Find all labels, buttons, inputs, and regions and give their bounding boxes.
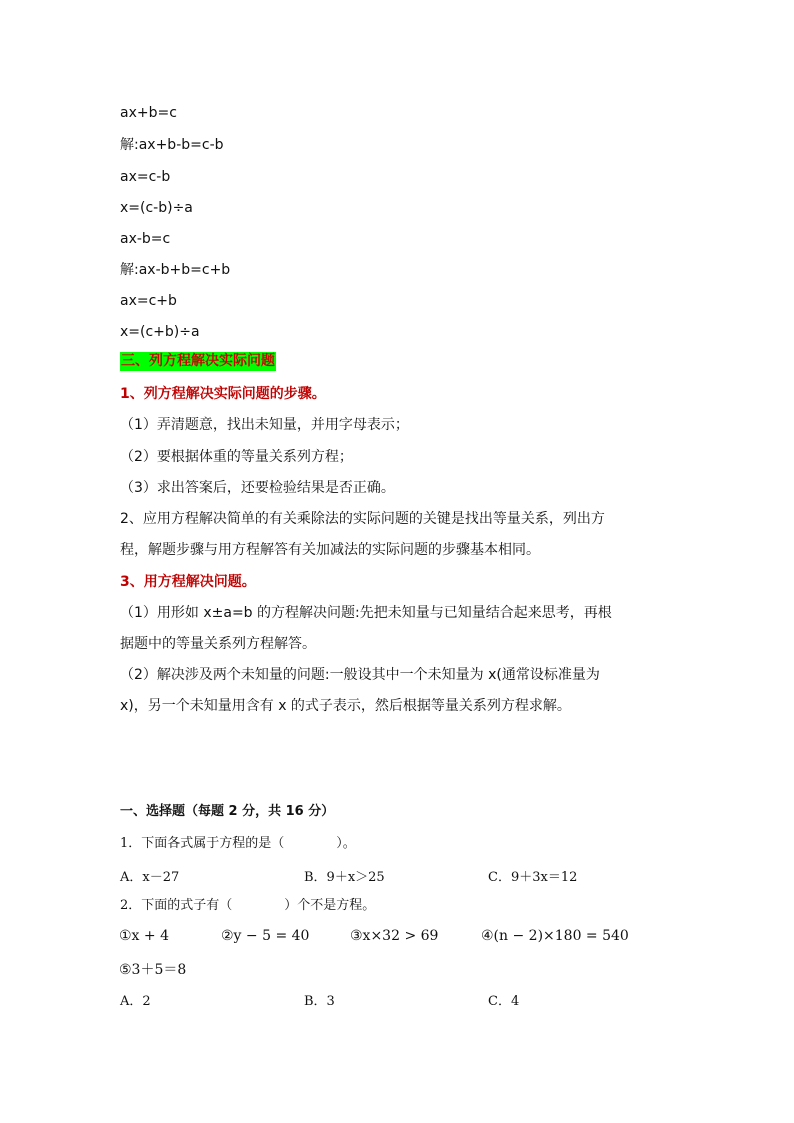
step-3: （3）求出答案后，还要检验结果是否正确。	[120, 480, 395, 496]
question-1: 1．下面各式属于方程的是（ ）。	[120, 836, 356, 851]
question-2: 2．下面的式子有（ ）个不是方程。	[120, 898, 376, 913]
paragraph-3-1-line-1: （1）用形如 x±a=b 的方程解决问题:先把未知量与已知量结合起来思考，再根	[120, 605, 612, 621]
formula-line-1: ax+b=c	[120, 105, 177, 121]
formula-line-2: 解:ax+b-b=c-b	[120, 137, 224, 153]
expression-1: ①x + 4	[119, 928, 169, 944]
formula-line-8: x=(c+b)÷a	[120, 324, 200, 340]
formula-line-5: ax-b=c	[120, 231, 171, 247]
q2-option-c[interactable]: C．4	[488, 994, 520, 1009]
formula-line-6: 解:ax-b+b=c+b	[120, 262, 231, 278]
exercise-heading: 一、选择题（每题 2 分，共 16 分）	[120, 804, 335, 819]
step-1: （1）弄清题意，找出未知量，并用字母表示；	[120, 417, 409, 433]
question-2-options	[0, 990, 794, 1010]
expression-4: ④(n − 2)×180 = 540	[481, 928, 629, 944]
expression-2: ②y − 5 = 40	[221, 928, 310, 944]
paragraph-3-2-line-1: （2）解决涉及两个未知量的问题:一般设其中一个未知量为 x(通常设标准量为	[120, 667, 600, 683]
expression-5: ⑤3＋5＝8	[119, 962, 187, 978]
paragraph-2-line-1: 2、应用方程解决简单的有关乘除法的实际问题的关键是找出等量关系，列出方	[120, 511, 605, 527]
paragraph-2-line-2: 程，解题步骤与用方程解答有关加减法的实际问题的步骤基本相同。	[120, 542, 540, 558]
q2-option-b[interactable]: B．3	[304, 994, 335, 1009]
q1-option-b[interactable]: B．9＋x＞25	[304, 870, 385, 885]
section-heading	[120, 352, 276, 370]
expression-3: ③x×32 > 69	[350, 928, 439, 944]
q1-option-c[interactable]: C．9＋3x＝12	[488, 870, 578, 885]
paragraph-3-2-line-2: x)，另一个未知量用含有 x 的式子表示，然后根据等量关系列方程求解。	[120, 698, 571, 714]
section-heading-text: 三、列方程解决实际问题	[121, 353, 275, 369]
q1-option-a[interactable]: A．x－27	[120, 870, 180, 885]
subheading-3: 3、用方程解决问题。	[120, 574, 256, 590]
formula-line-7: ax=c+b	[120, 293, 177, 309]
q2-option-a[interactable]: A．2	[120, 994, 151, 1009]
paragraph-3-1-line-2: 据题中的等量关系列方程解答。	[120, 636, 316, 652]
question-2-expressions-row-2	[0, 959, 794, 979]
subheading-1: 1、列方程解决实际问题的步骤。	[120, 386, 326, 402]
question-2-expressions	[0, 928, 794, 948]
formula-line-4: x=(c-b)÷a	[120, 200, 193, 216]
question-1-options	[0, 866, 794, 886]
step-2: （2）要根据体重的等量关系列方程；	[120, 449, 353, 465]
formula-line-3: ax=c-b	[120, 169, 171, 185]
